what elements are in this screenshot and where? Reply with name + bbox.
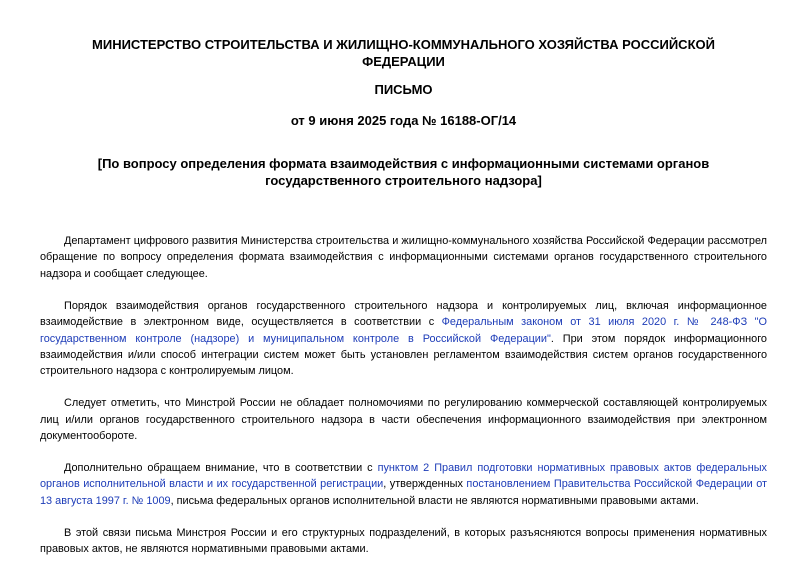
ministry-heading: МИНИСТЕРСТВО СТРОИТЕЛЬСТВА И ЖИЛИЩНО-КОММУНАЛЬНОГО ХОЗЯЙСТВА РОССИЙСКОЙ ФЕДЕРАЦИИ (92, 37, 715, 69)
paragraph-2-text-a: Порядок взаимодействия органов государственного строительного надзора и контролируемых лиц, включая информационное взаимодействие в электронном виде, осуществляется в соответствии с (40, 299, 767, 329)
paragraph-2 (40, 298, 767, 380)
rules-item-2-link[interactable]: пунктом 2 Правил подготовки нормативных правовых актов федеральных органов исполнительной власти и их государственной регистрации (40, 461, 767, 491)
subject-heading: [По вопросу определения формата взаимодействия с информационными системами органов государственного строительного надзора] (97, 156, 710, 188)
paragraph-4-text-b: , утвержденных (383, 478, 467, 491)
letter-body (40, 233, 767, 573)
paragraph-5: В этой связи письма Минстроя России и его структурных подразделений, в которых разъясняются вопросы применения нормативных правовых актов, не являются нормативными правовыми актами. (40, 526, 767, 556)
paragraph-3: Следует отметить, что Минстрой России не обладает полномочиями по регулированию коммерческой составляющей контролируемых лиц и/или органов государственного строительного надзора в части обеспечения информационного взаимодействия при электронном документообороте. (40, 397, 767, 443)
date-number-heading: от 9 июня 2025 года № 16188-ОГ/14 (290, 113, 517, 128)
document-type-heading: ПИСЬМО (374, 82, 433, 97)
paragraph-4 (40, 460, 767, 509)
paragraph-4-text-a: Дополнительно обращаем внимание, что в соответствии с (64, 461, 378, 474)
paragraph-2-text-b: . При этом порядок информационного взаимодействия и/или способ интеграции систем может быть установлен регламентом взаимодействия систем органов государственного строительного надзора с контролируемым лицом. (40, 332, 767, 378)
paragraph-1: Департамент цифрового развития Министерства строительства и жилищно-коммунального хозяйства Российской Федерации рассмотрел обращение по вопросу определения формата взаимодействия с информационными системами органов государственного строительного надзора и сообщает следующее. (40, 235, 767, 280)
paragraph-4-text-c: , письма федеральных органов исполнительной власти не являются нормативными правовыми актами. (170, 494, 699, 507)
government-decree-1009-link[interactable]: постановлением Правительства Российской Федерации от 13 августа 1997 г. № 1009 (40, 478, 767, 507)
federal-law-248-link[interactable]: Федеральным законом от 31 июля 2020 г. № 248-ФЗ "О государственном контроле (надзоре) и муниципальном контроле в Российской Федерации" (40, 316, 767, 345)
